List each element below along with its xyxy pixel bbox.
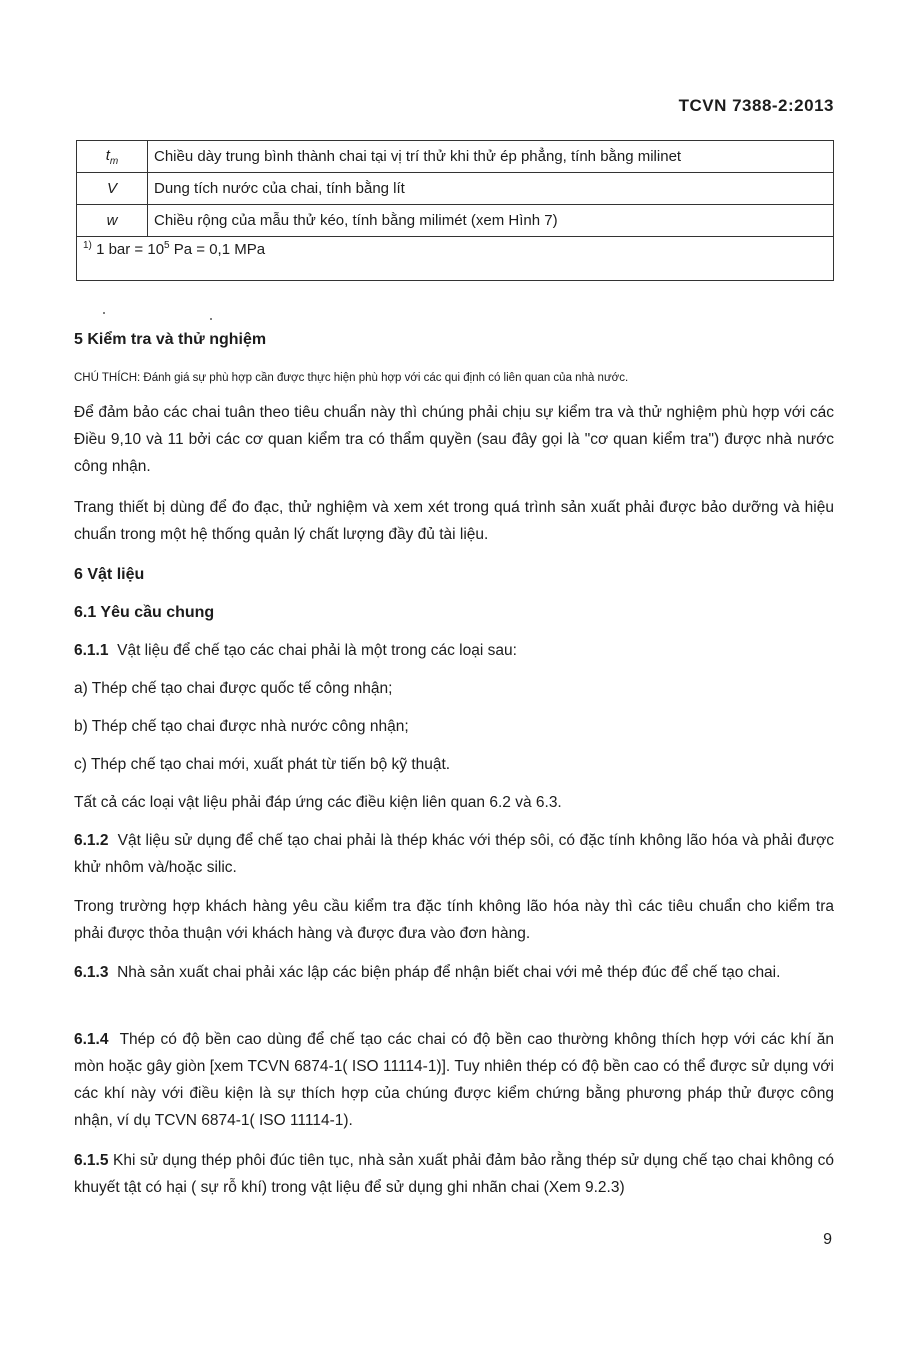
section-5-heading: 5 Kiểm tra và thử nghiệm [74, 331, 267, 348]
clause-6-1-2 [74, 827, 834, 881]
table-row [77, 173, 834, 205]
description-cell: Chiều dày trung bình thành chai tại vị trí thử khi thử ép phẳng, tính bằng milinet [148, 141, 834, 173]
symbol: t [105, 146, 110, 164]
clause-number: 6.1.5 [74, 1152, 109, 1169]
clause-number: 6.1.2 [74, 832, 109, 849]
clause-number: 6.1.1 [74, 642, 109, 659]
list-item: a) Thép chế tạo chai được quốc tế công nhận; [74, 680, 393, 697]
description-cell: Dung tích nước của chai, tính bằng lít [148, 173, 834, 205]
section-5-paragraph-2: Trang thiết bị dùng để đo đạc, thử nghiệm và xem xét trong quá trình sản xuất phải được bảo dưỡng và hiệu chuẩn trong một hệ thống quản lý chất lượng đầy đủ tài liệu. [74, 499, 834, 543]
stray-dot [210, 318, 212, 320]
description-cell: Chiều rộng của mẫu thử kéo, tính bằng milimét (xem Hình 7) [148, 205, 834, 237]
section-5-paragraph-1: Để đảm bảo các chai tuân theo tiêu chuẩn này thì chúng phải chịu sự kiểm tra và thử nghiệm phù hợp với các Điều 9,10 và 11 bởi các cơ quan kiểm tra có thẩm quyền (sau đây gọi là "cơ quan kiểm tra") được nhà nước công nhận. [74, 404, 834, 475]
symbol-subscript: m [109, 155, 119, 167]
footnote-text-after: Pa = 0,1 MPa [169, 241, 266, 258]
section-5-note: CHÚ THÍCH: Đánh giá sự phù hợp cần được thực hiện phù hợp với các qui định có liên quan của nhà nước. [74, 372, 629, 384]
list-item: c) Thép chế tạo chai mới, xuất phát từ tiến bộ kỹ thuật. [74, 756, 451, 773]
clause-number: 6.1.3 [74, 964, 109, 981]
clause-6-1-1 [74, 637, 834, 664]
clause-text: Thép có độ bền cao dùng để chế tạo các chai có độ bền cao thường không thích hợp với các khí ăn mòn hoặc gây giòn [xem TCVN 6874-1( ISO 11114-1)]. Tuy nhiên thép có độ bền cao có thể được sử dụng với các khí này với điều kiện là sự thích hợp của chúng được kiểm chứng bằng phương pháp thử được công nhận, ví dụ TCVN 6874-1( ISO 11114-1). [74, 1031, 834, 1129]
table-footnote [77, 237, 834, 281]
footnote-exponent: 5 [164, 240, 170, 251]
clause-6-1-4 [74, 1026, 834, 1134]
clause-6-1-2-paragraph: Trong trường hợp khách hàng yêu cầu kiểm tra đặc tính không lão hóa này thì các tiêu chuẩn cho kiểm tra phải được thỏa thuận với khách hàng và được đưa vào đơn hàng. [74, 898, 834, 942]
clause-text: Nhà sản xuất chai phải xác lập các biện pháp để nhận biết chai với mẻ thép đúc để chế tạo chai. [117, 964, 781, 981]
symbols-table [76, 140, 834, 281]
clause-text: Khi sử dụng thép phôi đúc tiên tục, nhà sản xuất phải đảm bảo rằng thép sử dụng chế tạo chai không có khuyết tật có hại ( sự rỗ khí) trong vật liệu để sử dụng ghi nhãn chai (Xem 9.2.3) [74, 1152, 835, 1196]
clause-number: 6.1.4 [74, 1031, 109, 1048]
clause-text: Vật liệu để chế tạo các chai phải là một trong các loại sau: [117, 642, 517, 659]
section-6-1-heading: 6.1 Yêu cầu chung [74, 604, 215, 621]
clause-text: Vật liệu sử dụng để chế tạo chai phải là thép khác với thép sôi, có đặc tính không lão hóa và phải được khử nhôm và/hoặc silic. [74, 832, 834, 876]
clause-6-1-5 [74, 1147, 834, 1201]
symbol-cell: w [77, 205, 148, 237]
materials-statement: Tất cả các loại vật liệu phải đáp ứng các điều kiện liên quan 6.2 và 6.3. [74, 794, 562, 811]
page-number: 9 [823, 1231, 832, 1248]
table-row [77, 141, 834, 173]
clause-6-1-3 [74, 959, 834, 986]
stray-dot [103, 312, 105, 314]
table-footnote-row [77, 237, 834, 281]
symbol-cell [77, 141, 148, 173]
table-row [77, 205, 834, 237]
list-item: b) Thép chế tạo chai được nhà nước công nhận; [74, 718, 409, 735]
document-code: TCVN 7388-2:2013 [678, 96, 834, 115]
section-6-heading: 6 Vật liệu [74, 566, 145, 583]
footnote-marker: 1) [83, 240, 92, 251]
symbol-cell: V [77, 173, 148, 205]
footnote-text-before: 1 bar = 10 [96, 241, 165, 258]
